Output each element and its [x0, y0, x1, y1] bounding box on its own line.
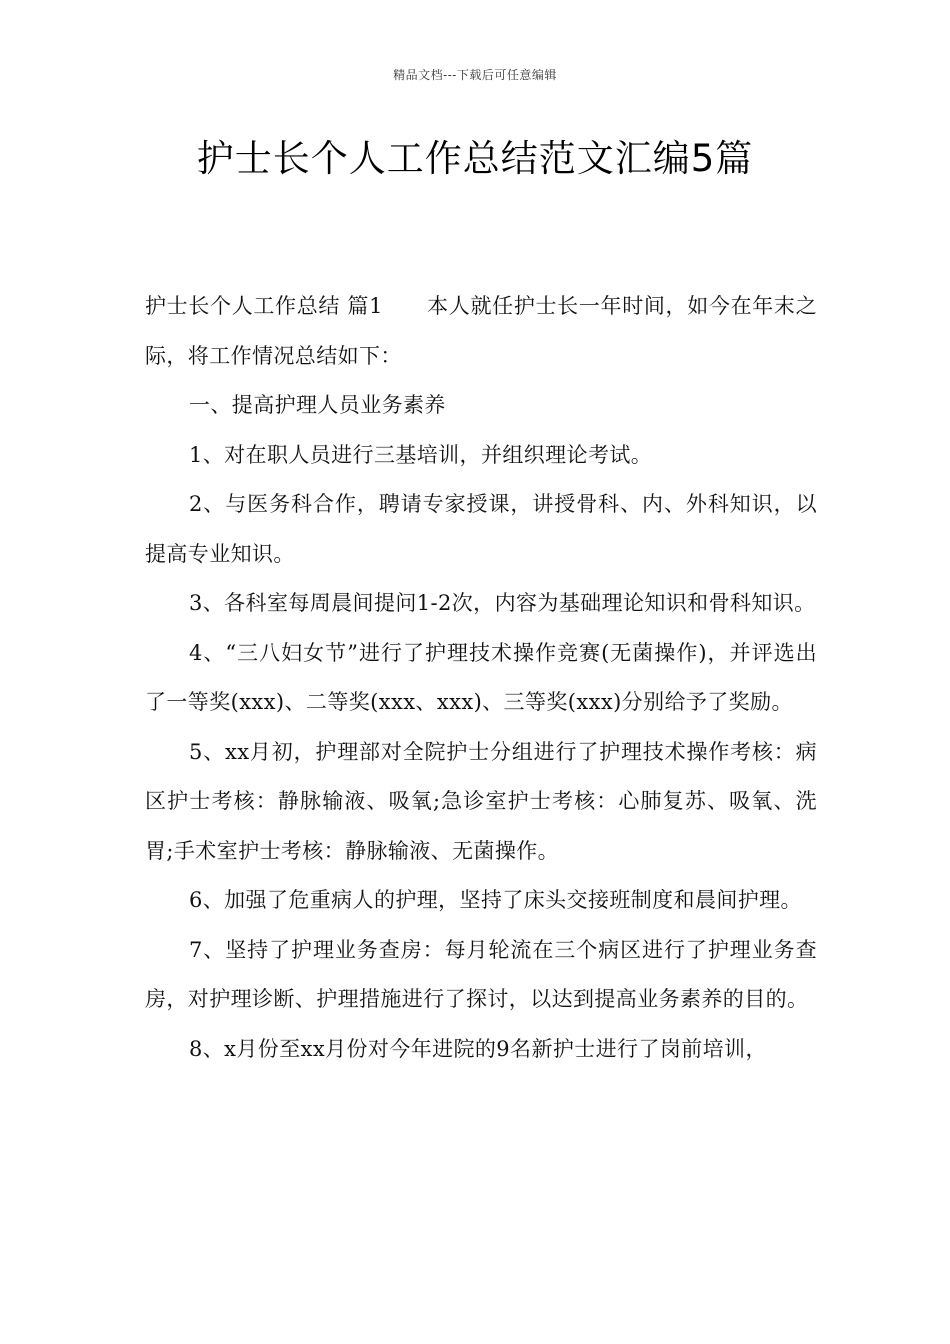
- paragraph-item-1: 1、对在职人员进行三基培训，并组织理论考试。: [189, 442, 653, 467]
- paragraph-item-5: 5、xx月初，护理部对全院护士分组进行了护理技术操作考核：病区护士考核：静脉输液、吸氧;急诊室护士考核：心肺复苏、吸氧、洗胃;手术室护士考核：静脉输液、无菌操作。: [145, 739, 817, 863]
- document-title: 护士长个人工作总结范文汇编5篇: [196, 137, 754, 180]
- paragraph-item-6: 6、加强了危重病人的护理，坚持了床头交接班制度和晨间护理。: [189, 888, 802, 912]
- paragraph-item-8: 8、x月份至xx月份对今年进院的9名新护士进行了岗前培训，: [189, 1036, 767, 1061]
- section-intro-paragraph: [145, 282, 817, 381]
- paragraph-item-2: 2、与医务科合作，聘请专家授课，讲授骨科、内、外科知识，以提高专业知识。: [145, 492, 817, 566]
- paragraph-item-7: 7、坚持了护理业务查房：每月轮流在三个病区进行了护理业务查房，对护理诊断、护理措施进行了探讨，以达到提高业务素养的目的。: [145, 937, 817, 1011]
- paragraph-heading-1: 一、提高护理人员业务素养: [189, 393, 446, 417]
- section-label: 护士长个人工作总结 篇1: [145, 294, 383, 318]
- document-body: [145, 282, 817, 1074]
- header-note: 精品文档---下载后可任意编辑: [393, 68, 557, 82]
- paragraph-item-3: 3、各科室每周晨间提问1-2次，内容为基础理论知识和骨科知识。: [189, 591, 816, 615]
- section-intro-text: 本人就任护士长一年时间，如今在年末之际，将工作情况总结如下：: [145, 294, 817, 368]
- paragraph-item-4: 4、“三八妇女节”进行了护理技术操作竞赛(无菌操作)，并评选出了一等奖(xxx)、二等奖(xxx、xxx)、三等奖(xxx)分别给予了奖励。: [145, 640, 817, 714]
